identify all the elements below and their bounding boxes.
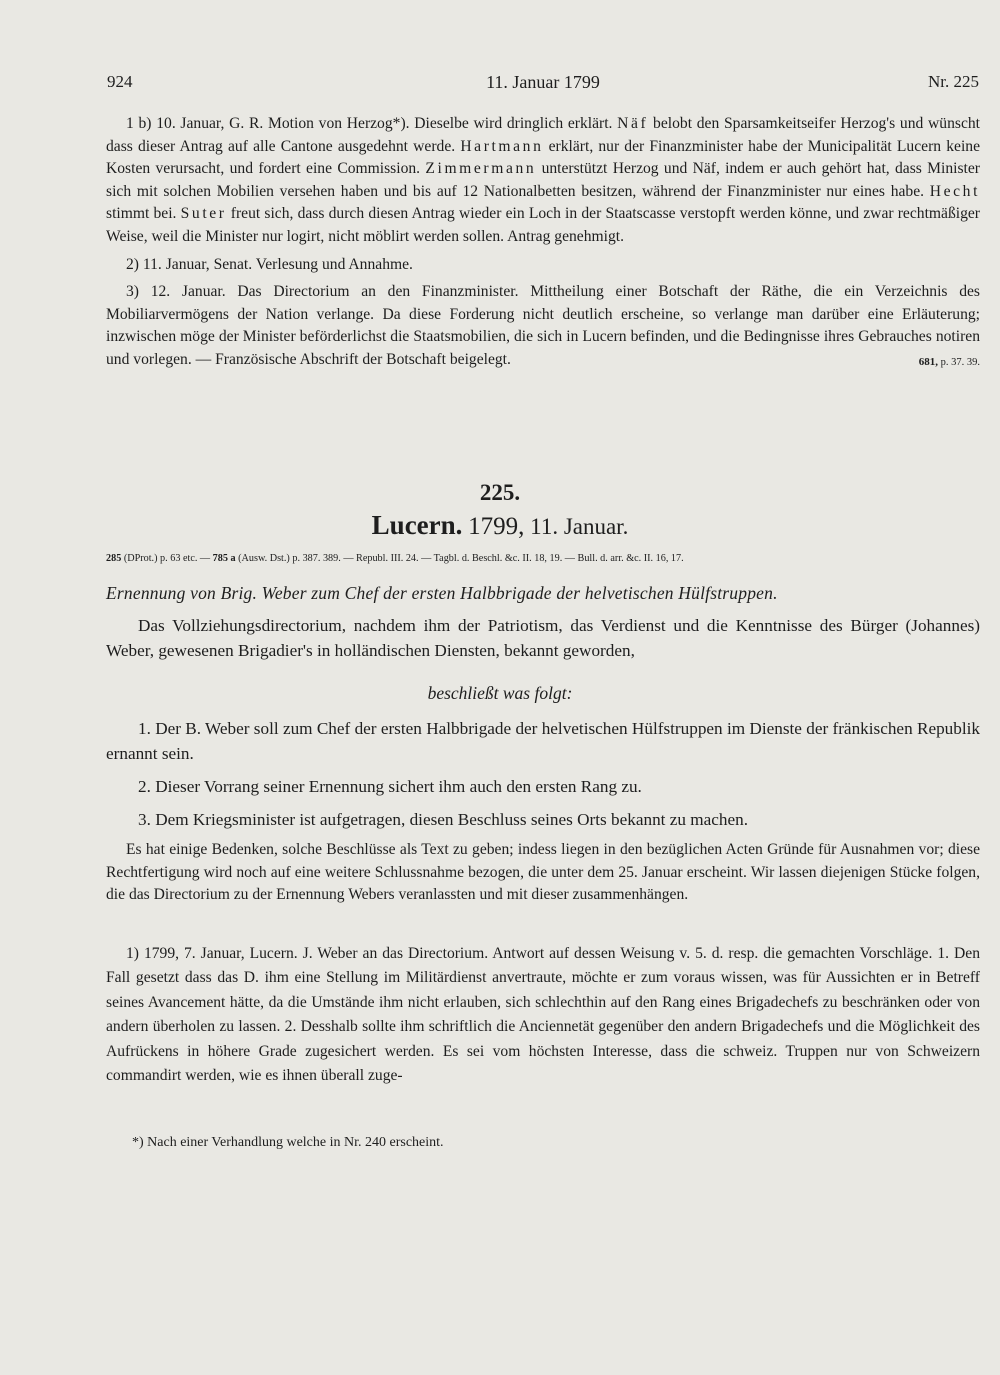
text-run: unterstützt Herzog und Näf, indem er auch gehört hat, dass Minister sich mit solchen Mobilien versehen haben und bis auf 12 Nationalbetten besitzen, während der Finanzminister nur eines habe. bbox=[106, 160, 980, 200]
speaker-name: Hartmann bbox=[460, 137, 544, 155]
source-text: (DProt.) p. 63 etc. — bbox=[121, 553, 213, 564]
archive-reference bbox=[899, 351, 980, 375]
text-run: stimmt bei. bbox=[106, 205, 181, 223]
speaker-name: Hecht bbox=[929, 182, 980, 200]
text-run: belobt den Sparsamkeitseifer Herzog's und wünscht dass dieser Antrag auf alle Cantone ausgedehnt werde. bbox=[106, 115, 980, 155]
article-3: 3. Dem Kriegsminister ist aufgetragen, diesen Beschluss seines Orts bekannt zu machen. bbox=[138, 810, 748, 829]
note-1-text: 1) 1799, 7. Januar, Lucern. J. Weber an das Directorium. Antwort auf dessen Weisung v. 5. d. resp. die gemachten Vorschläge. 1. Den Fall gesetzt dass das D. ihm eine Stellung im Militärdienst anvertraute, möchte er zum voraus wissen, was für Aussichten er in Betreff seines Avancement hätte, da die Umstände ihm nicht erlauben, sich schlechthin auf den Rang eines Brigadechefs zu beschränken oder von andern überholen zu lassen. 2. Desshalb sollte ihm schriftlich die Anciennetät gegenüber den andern Brigadechefs und die Möglichkeit des Aufrückens in höhere Grade zugesichert werden. Es sei vom höchsten Interesse, dass die schweiz. Truppen nur von Schweizern commandirt werden, wie es ihnen überall zuge- bbox=[106, 945, 980, 1085]
source-references bbox=[106, 551, 980, 567]
preamble bbox=[106, 614, 980, 663]
document-number: 225. bbox=[479, 480, 521, 505]
previous-document-notes bbox=[106, 113, 980, 375]
source-volume-number: 785 a bbox=[212, 553, 236, 564]
text-run: erklärt, nur der Finanzminister habe der Municipalität Lucern keine Kosten verursacht, und fordert eine Commission. bbox=[106, 137, 980, 178]
note-3-paragraph bbox=[106, 281, 980, 371]
article-1: 1. Der B. Weber soll zum Chef der ersten Halbbrigade der helvetischen Hülfstruppen im Dienste der fränkischen Republik ernannt sein. bbox=[106, 719, 980, 763]
speaker-name: Zimmermann bbox=[425, 160, 537, 178]
note-2-paragraph: 2) 11. Januar, Senat. Verlesung und Annahme. bbox=[126, 255, 413, 273]
note-1b-paragraph bbox=[106, 113, 980, 249]
text-run: freut sich, dass durch diesen Antrag wieder ein Loch in der Staatscasse verstopft werden könne, und zwar rechtmäßiger Weise, weil die Minister nur logirt, nicht möblirt werden sollen. Antrag genehmigt. bbox=[106, 205, 980, 245]
note-3-text: 3) 12. Januar. Das Directorium an den Finanzminister. Mittheilung einer Botschaft der Räthe, die ein Verzeichnis des Mobiliarvermögens der Nation verlange. Da diese Forderung nicht deutlich erscheine, so verlange man darüber eine Erläuterung; inzwischen möge der Minister beförderlichst die Staatsmobilien, die sich in Lucern befinden, und die Bedingnisse ihres Gebrauches notiren und vorlegen. — Französische Abschrift der Botschaft beigelegt. bbox=[106, 283, 980, 368]
archive-reference-pages: p. 37. 39. bbox=[938, 356, 980, 368]
speaker-name: Suter bbox=[180, 205, 227, 223]
document-heading bbox=[0, 510, 1000, 541]
resolution-formula: beschließt was folgt: bbox=[427, 683, 573, 703]
editor-commentary bbox=[106, 839, 980, 907]
document-date: 11. Januar. bbox=[530, 514, 629, 539]
speaker-name: Näf bbox=[617, 115, 649, 132]
footnote: *) Nach einer Verhandlung welche in Nr. 240 erscheint. bbox=[132, 1135, 444, 1150]
document-subject: Ernennung von Brig. Weber zum Chef der ersten Halbbrigade der helvetischen Hülfstruppen. bbox=[106, 583, 778, 603]
running-header bbox=[107, 72, 979, 100]
source-text: (Ausw. Dst.) p. 387. 389. — Republ. III. 24. — Tagbl. d. Beschl. &c. II. 18, 19. — Bull. d. arr. &c. II. 16, 17. bbox=[235, 553, 684, 564]
page-number: 924 bbox=[107, 72, 133, 91]
related-note-1 bbox=[106, 942, 980, 1088]
document-number-header: Nr. 225 bbox=[928, 72, 979, 91]
preamble-text: Das Vollziehungsdirectorium, nachdem ihm der Patriotism, das Verdienst und die Kenntnisse des Bürger (Johannes) Weber, gewesenen Brigadier's in holländischen Diensten, bekannt geworden, bbox=[106, 616, 980, 660]
document-place: Lucern. bbox=[371, 510, 463, 540]
articles-list bbox=[106, 716, 980, 832]
article-2: 2. Dieser Vorrang seiner Ernennung sichert ihm auch den ersten Rang zu. bbox=[138, 777, 642, 796]
commentary-text: Es hat einige Bedenken, solche Beschlüsse als Text zu geben; indess liegen in den bezüglichen Acten Gründe für Ausnahmen vor; diese Rechtfertigung wird noch auf eine weitere Schlussnahme bezogen, die unter dem 25. Januar erscheint. Wir lassen diejenigen Stücke folgen, die das Directorium zu der Ernennung Webers veranlassten und mit dieser zusammenhängen. bbox=[106, 841, 980, 904]
source-volume-number: 285 bbox=[106, 553, 122, 564]
archive-reference-number: 681, bbox=[918, 355, 938, 368]
document-year: 1799, bbox=[468, 513, 525, 540]
header-date: 11. Januar 1799 bbox=[486, 72, 600, 92]
text-run: 1 b) 10. Januar, G. R. Motion von Herzog*). Dieselbe wird dringlich erklärt. bbox=[126, 115, 618, 132]
